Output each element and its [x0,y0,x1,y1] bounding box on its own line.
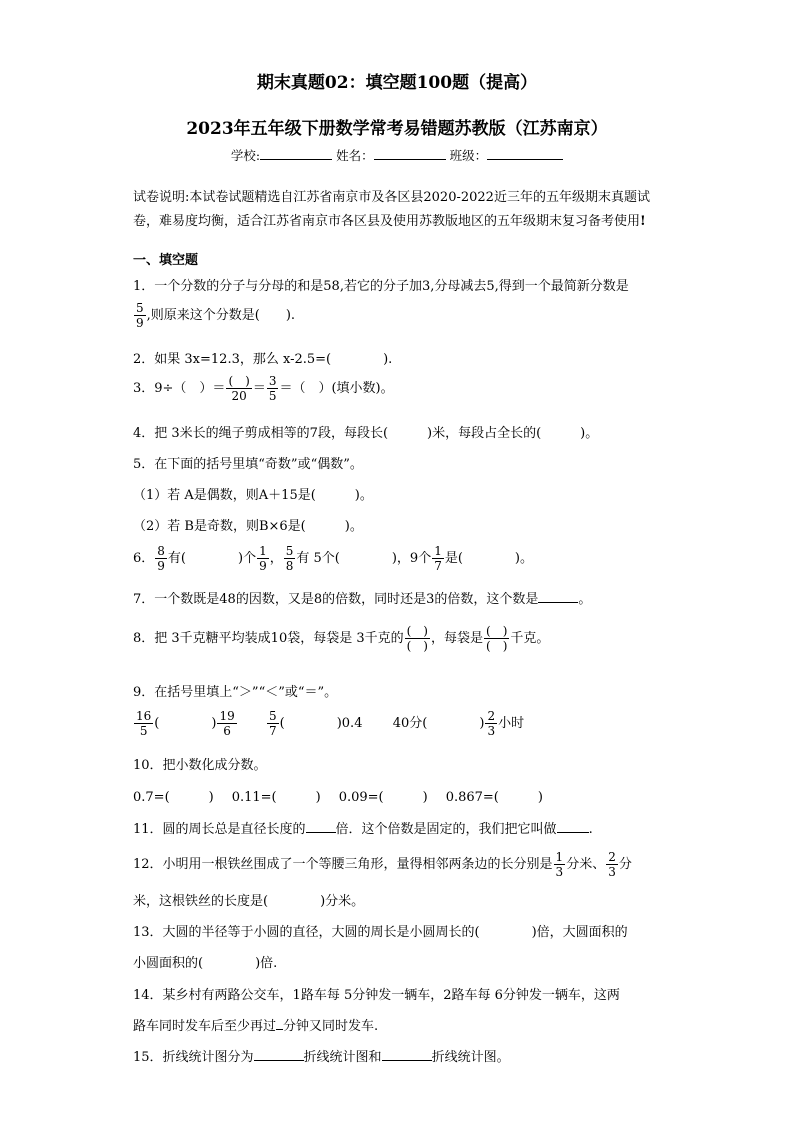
exam-instructions [133,186,663,233]
class-blank[interactable] [487,147,563,160]
fraction: $\frac{5}{8}$ [285,544,294,573]
fraction: $\frac{2}{3}$ [487,709,496,738]
name-label: 姓名： [336,148,374,163]
question-5-sub2: （2）若 B是奇数，则B×6是( )。 [133,519,363,534]
fraction: $\frac{16}{5}$ [136,709,152,738]
question-11: 11．圆的周长总是直径长度的 倍．这个倍数是固定的，我们把它叫做 . [133,822,593,837]
question-6: 6． $\frac{8}{9}$ 有( )个 $\frac{1}{9}$ ， $\frac{5}{8}$ 有 5个( )，9个 $\frac{1}{7}$ 是( )。 [133,544,533,573]
fraction: $\frac{5}{9}$ [136,301,144,330]
answer-blank[interactable] [254,1048,304,1061]
question-5: 5．在下面的括号里填“奇数”或“偶数”。 [133,457,363,472]
fraction: $\frac{19}{6}$ [219,709,235,738]
question-8: 8．把 3千克糖平均装成10袋，每袋是 3千克的 $\frac{( )}{( )}$ ，每袋是 $\frac{( )}{( )}$ 千克。 [133,624,550,653]
student-info-line [0,146,794,164]
fraction: $\frac{1}{7}$ [434,544,442,573]
school-blank[interactable] [260,147,332,160]
intro-label: 试卷说明: [133,190,190,205]
fraction: $\frac{( )}{( )}$ [486,624,508,653]
fraction: $\frac{5}{7}$ [269,709,277,738]
question-9: 9．在括号里填上“＞”“＜”或“＝”。 [133,685,338,700]
fraction: $\frac{2}{3}$ [608,850,616,879]
fraction: $\frac{1}{9}$ [259,544,267,573]
question-4: 4．把 3米长的绳子剪成相等的7段，每段长( )米，每段占全长的( )。 [133,426,599,441]
question-3: 3．9÷（ ）＝ $\frac{( )}{20}$ ＝ $\frac{3}{5}$ ＝（ ）(填小数)。 [133,374,394,403]
school-label: 学校: [230,148,261,163]
question-13-line2: 小圆面积的( )倍. [133,956,278,971]
question-5-sub1: （1）若 A是偶数，则A＋15是( )。 [133,488,373,503]
answer-blank[interactable] [306,820,336,833]
intro-text: 本试卷试题精选自江苏省南京市及各区县2020-2022近三年的五年级期末真题试卷，难易度均衡，适合江苏省南京市各区县及使用苏教版地区的五年级期末复习备考使用 [133,190,650,229]
fraction: $\frac{( )}{20}$ [228,374,250,403]
question-7: 7．一个数既是48的因数，又是8的倍数，同时还是3的倍数，这个数是 。 [133,592,592,607]
page-title: 期末真题02：填空题100题（提高） [256,73,538,93]
answer-blank[interactable] [538,590,578,603]
answer-blank[interactable] [382,1048,432,1061]
intro-end: ! [640,213,646,229]
question-14-line2: 路车同时发车后至少再过 分钟又同时发车. [133,1019,379,1034]
page-subtitle: 2023年五年级下册数学常考易错题苏教版（江苏南京） [186,119,608,139]
fraction: $\frac{8}{9}$ [157,544,165,573]
question-15: 15．折线统计图分为 折线统计图和 折线统计图。 [133,1050,510,1065]
question-12-line2: 米，这根铁丝的长度是( )分米。 [133,894,365,909]
name-blank[interactable] [374,147,446,160]
answer-blank[interactable] [557,820,589,833]
question-10-items: 0.7=( ) 0.11=( ) 0.09=( ) 0.867=( ) [133,790,543,805]
question-14-line1: 14．某乡村有两路公交车，1路车每 5分钟发一辆车，2路车每 6分钟发一辆车，这两 [133,988,620,1003]
fraction: $\frac{( )}{( )}$ [406,624,428,653]
question-1-line2: $\frac{5}{9}$ ,则原来这个分数是( ). [136,301,296,330]
section-heading: 一、填空题 [133,253,199,268]
question-13-line1: 13．大圆的半径等于小圆的直径，大圆的周长是小圆周长的( )倍，大圆面积的 [133,925,628,940]
fraction: $\frac{3}{5}$ [268,374,277,403]
answer-blank[interactable] [276,1017,283,1030]
question-2: 2．如果 3x=12.3，那么 x-2.5=( ). [133,352,393,367]
class-label: 班级： [449,148,488,163]
question-10: 10．把小数化成分数。 [133,758,267,773]
fraction: $\frac{1}{3}$ [555,850,564,879]
question-1-line1: 1．一个分数的分子与分母的和是58,若它的分子加3,分母减去5,得到一个最简新分数是 [133,279,629,294]
question-12-line1: 12．小明用一根铁丝围成了一个等腰三角形，量得相邻两条边的长分别是 $\frac{1}{3}$ 分米、 $\frac{2}{3}$ 分 [133,850,632,879]
question-9-items: $\frac{16}{5}$ ( ) $\frac{19}{6}$ $\frac{5}{7}$ ( )0.4 40分( ) $\frac{2}{3}$ 小时 [136,709,525,738]
